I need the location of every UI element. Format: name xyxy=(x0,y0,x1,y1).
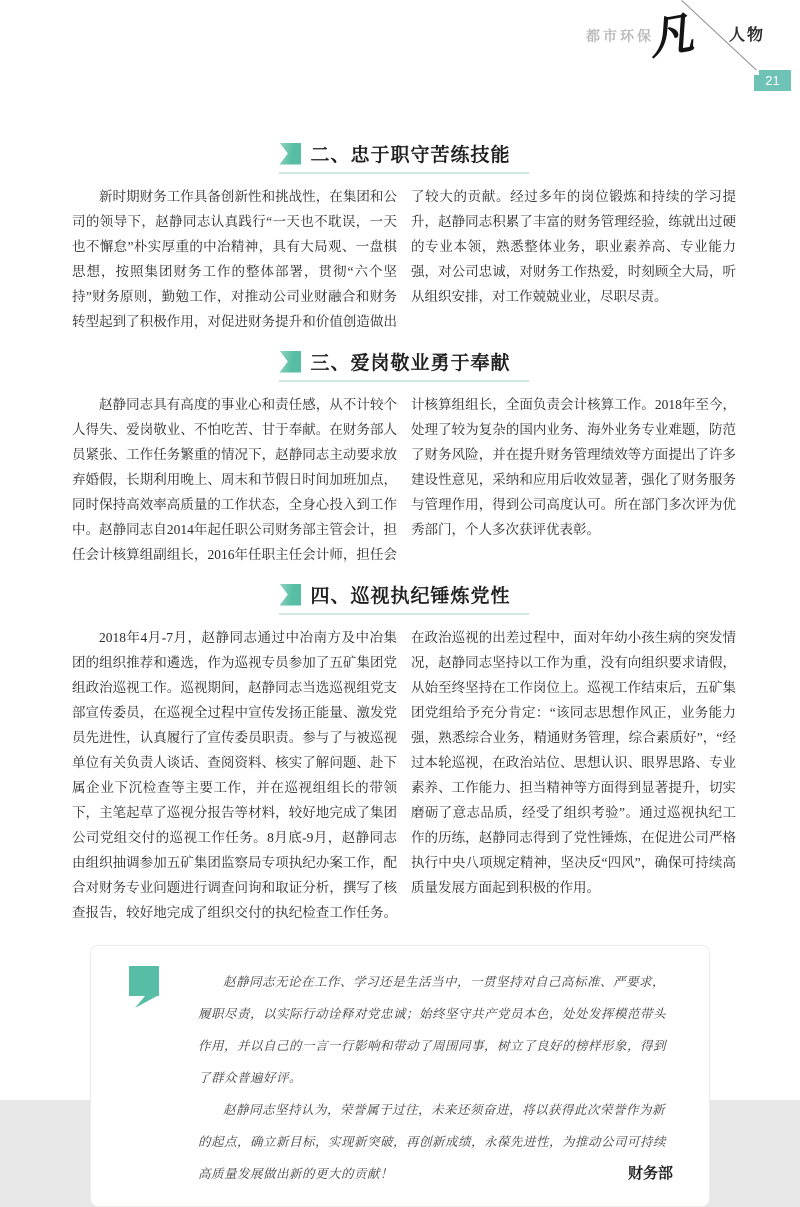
quote-paragraph: 赵静同志无论在工作、学习还是生活当中，一贯坚持对自己高标准、严要求，履职尽责，以实际行动诠释对党忠诚；始终坚守共产党员本色，处处发挥模范带头作用，并以自己的一言一行影响和带动了周围同事，树立了良好的榜样形象，得到了群众普遍好评。 xyxy=(198,975,667,1085)
quote-signature: 财务部 xyxy=(627,1165,673,1182)
heading-box xyxy=(279,348,528,382)
column-label: 人物 xyxy=(729,27,766,44)
calligraphy-mark: 凡 xyxy=(644,7,697,66)
quote-paragraph: 赵静同志坚持认为，荣誉属于过往，未来还须奋进，将以获得此次荣誉作为新的起点，确立新目标，实现新突破，再创新成绩，永葆先进性，为推动公司可持续高质量发展做出新的更大的贡献！ xyxy=(198,1103,667,1181)
section-marker-icon xyxy=(279,143,301,165)
heading-box xyxy=(279,581,528,615)
section-title: 三、爱岗敬业勇于奉献 xyxy=(310,353,511,374)
section-body-4 xyxy=(72,625,736,925)
quote-bubble-icon xyxy=(129,966,159,1009)
section-heading-4 xyxy=(72,581,736,615)
magazine-name: 都市环保 xyxy=(586,28,654,44)
section-body-2 xyxy=(72,184,736,334)
page-number-badge: 21 xyxy=(754,70,791,91)
section-title: 四、巡视执纪锤炼党性 xyxy=(310,586,511,607)
paragraph: 赵静同志具有高度的事业心和责任感，从不计较个人得失、爱岗敬业、不怕吃苦、甘于奉献。在财务部人员紧张、工作任务繁重的情况下，赵静同志主动要求放弃婚假，长期利用晚上、周末和节假日时间加班加点，同时保持高效率高质量的工作状态，全身心投入到工作中。赵静同志自2014年起任职公司财务部主管会计，担任会计核算组副组长，2016年任职主任会计师，担任会计核算组组长，全面负责会计核算工作。2018年至今，处理了较为复杂的国内业务、海外业务专业难题，防范了财务风险，并在提升财务管理绩效等方面提出了许多建设性意见，采纳和应用后收效显著，强化了财务服务与管理作用，得到公司高度认可。所在部门多次评为优秀部门，个人多次获评优表彰。 xyxy=(72,397,736,562)
paragraph: 2018年4月-7月，赵静同志通过中冶南方及中冶集团的组织推荐和遴选，作为巡视专员参加了五矿集团党组政治巡视工作。巡视期间，赵静同志当选巡视组党支部宣传委员，在巡视全过程中宣传发扬正能量、激发党员先进性，认真履行了宣传委员职责。参与了与被巡视单位有关负责人谈话、查阅资料、核实了解问题、赴下属企业下沉检查等主要工作，并在巡视组组长的带领下，主笔起草了巡视分报告等材料，较好地完成了集团公司党组交付的巡视工作任务。8月底-9月，赵静同志由组织抽调参加五矿集团监察局专项执纪办案工作，配合对财务专业问题进行调查问询和取证分析，撰写了核查报告，较好地完成了组织交付的执纪检查工作任务。在政治巡视的出差过程中，面对年幼小孩生病的突发情况，赵静同志坚持以工作为重，没有向组织要求请假，从始至终坚持在工作岗位上。巡视工作结束后，五矿集团党组给予充分肯定：“该同志思想作风正，业务能力强，熟悉综合业务，精通财务管理，综合素质好”，“经过本轮巡视，在政治站位、思想认识、眼界思路、专业素养、工作能力、担当精神等方面得到显著提升，切实磨砺了意志品质，经受了组织考验”。通过巡视执纪工作的历练，赵静同志得到了党性锤炼，在促进公司严格执行中央八项规定精神，坚决反“四风”，确保可持续高质量发展方面起到积极的作用。 xyxy=(72,630,736,920)
section-body-3 xyxy=(72,392,736,567)
section-marker-icon xyxy=(279,584,301,606)
section-heading-2 xyxy=(72,140,736,174)
section-title: 二、忠于职守苦练技能 xyxy=(310,145,511,166)
quote-text xyxy=(198,966,673,1190)
section-heading-3 xyxy=(72,348,736,382)
paragraph: 新时期财务工作具备创新性和挑战性，在集团和公司的领导下，赵静同志认真践行“一天也不耽误，一天也不懈怠”朴实厚重的中冶精神，具有大局观、一盘棋思想，按照集团财务工作的整体部署，贯彻“六个坚持”财务原则，勤勉工作，对推动公司业财融合和财务转型起到了积极作用，对促进财务提升和价值创造做出了较大的贡献。经过多年的岗位锻炼和持续的学习提升，赵静同志积累了丰富的财务管理经验，练就出过硬的专业本领，熟悉整体业务，职业素养高、专业能力强，对公司忠诚，对财务工作热爱，时刻顾全大局，听从组织安排，对工作兢兢业业，尽职尽责。 xyxy=(72,189,736,329)
heading-box xyxy=(279,140,528,174)
quote-card xyxy=(90,945,710,1207)
page-content xyxy=(72,140,736,1207)
section-marker-icon xyxy=(279,351,301,373)
